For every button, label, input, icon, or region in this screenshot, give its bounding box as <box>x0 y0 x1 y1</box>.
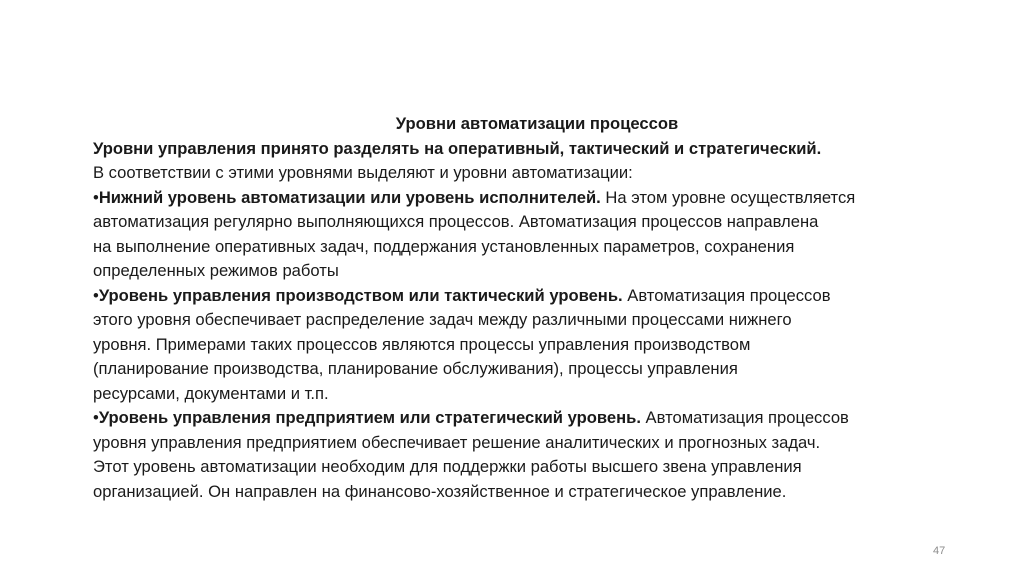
item-text: На этом уровне осуществляется <box>600 187 856 207</box>
item-heading: Уровень управления производством или тактический уровень. <box>98 285 623 305</box>
item-text-line: этого уровня обеспечивает распределение задач между различными процессами нижнего <box>93 310 792 329</box>
item-text: Автоматизация процессов <box>622 285 831 305</box>
item-text-line: уровня управления предприятием обеспечивает решение аналитических и прогнозных задач. <box>93 432 821 452</box>
bullet: • <box>93 187 99 207</box>
list-item-lower-level <box>93 186 973 284</box>
item-text-line: определенных режимов работы <box>93 261 339 280</box>
item-heading: Уровень управления предприятием или стратегический уровень. <box>98 408 641 427</box>
list-item-tactical-level <box>93 284 973 407</box>
item-text-line: на выполнение оперативных задач, поддержания установленных параметров, сохранения <box>93 236 795 256</box>
intro-bold-line: Уровни управления принято разделять на оперативный, тактический и стратегический. <box>93 138 822 158</box>
item-text-line: (планирование производства, планирование обслуживания), процессы управления <box>93 359 738 378</box>
item-text-line: уровня. Примерами таких процессов являются процессы управления производством <box>93 334 751 354</box>
slide-title: Уровни автоматизации процессов <box>395 114 679 133</box>
intro-line: В соответствии с этими уровнями выделяют и уровни автоматизации: <box>93 163 633 182</box>
item-text-line: автоматизация регулярно выполняющихся процессов. Автоматизация процессов направлена <box>93 212 819 231</box>
bullet: • <box>93 285 99 305</box>
item-heading: Нижний уровень автоматизации или уровень исполнителей. <box>98 187 601 207</box>
item-text-line: организацией. Он направлен на финансово-хозяйственное и стратегическое управление. <box>93 481 787 501</box>
item-text: Автоматизация процессов <box>640 408 849 427</box>
bullet: • <box>93 408 99 427</box>
page-number: 47 <box>933 545 946 557</box>
slide-content <box>93 112 973 504</box>
item-text-line: Этот уровень автоматизации необходим для поддержки работы высшего звена управления <box>93 457 802 476</box>
list-item-strategic-level <box>93 406 973 504</box>
item-text-line: ресурсами, документами и т.п. <box>93 383 329 403</box>
